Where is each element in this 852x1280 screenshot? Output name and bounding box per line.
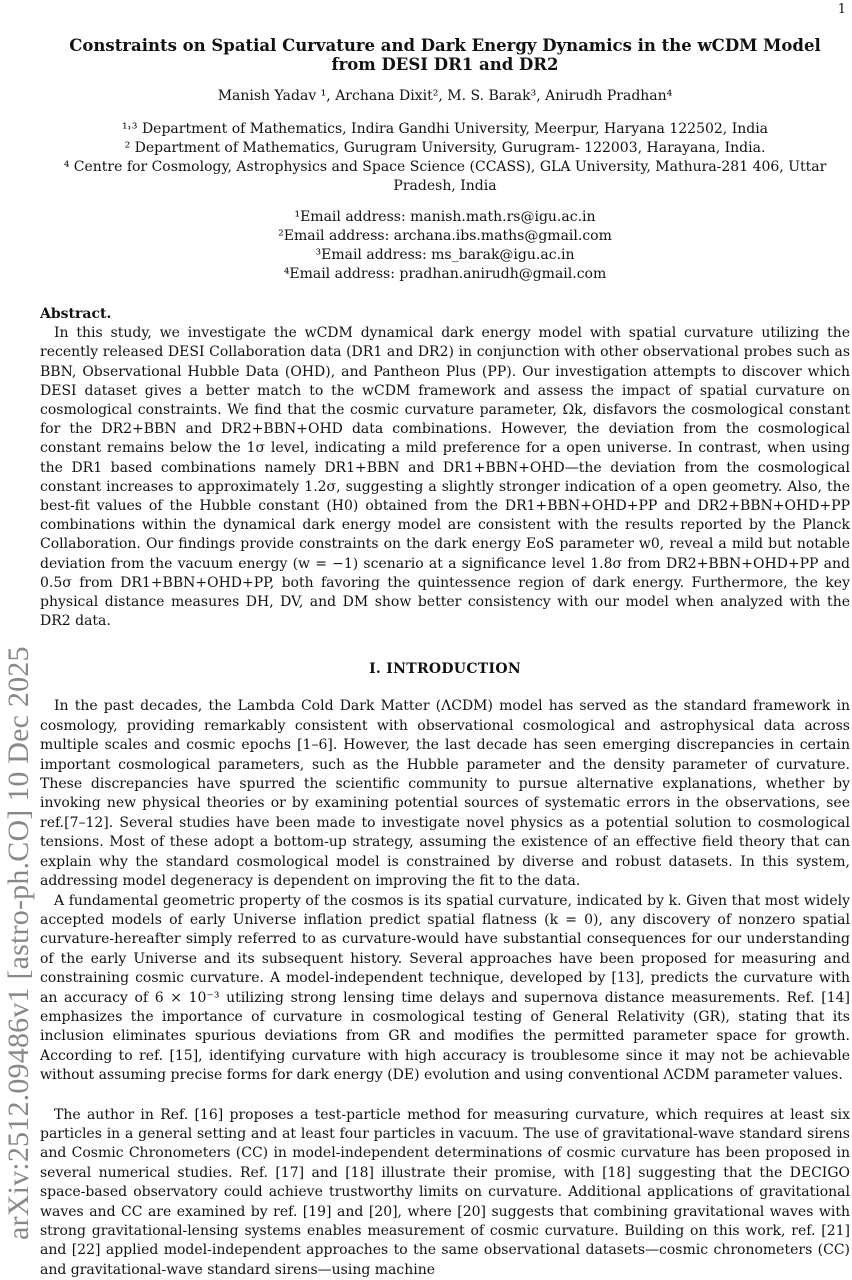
email-1: ¹Email address: manish.math.rs@igu.ac.in [294, 209, 596, 225]
page-number: 1 [837, 2, 846, 17]
email-4: ⁴Email address: pradhan.anirudh@gmail.com [283, 266, 607, 282]
paper-body [40, 36, 850, 1280]
arxiv-identifier: arXiv:2512.09486v1 [astro-ph.CO] 10 Dec 2025 [2, 646, 35, 1240]
affiliation-1: ¹˒³ Department of Mathematics, Indira Gandhi University, Meerpur, Haryana 122502, India [121, 121, 769, 137]
email-3: ³Email address: ms_barak@igu.ac.in [315, 247, 575, 263]
paper-title [40, 36, 850, 74]
title-line-1: Constraints on Spatial Curvature and Dark Energy Dynamics in the wCDM Model [69, 36, 821, 55]
author-list: Manish Yadav ¹, Archana Dixit², M. S. Barak³, Anirudh Pradhan⁴ [217, 88, 673, 104]
abstract-label: Abstract. [40, 306, 112, 322]
email-2: ²Email address: archana.ibs.maths@gmail.com [278, 228, 612, 244]
intro-paragraph-3: The author in Ref. [16] proposes a test-particle method for measuring curvature, which requires at least six particles in a general setting and at least four particles in vacuum. The use of gravitational-wave standard sirens and Cosmic Chronometers (CC) in model-independent determinations of cosmic curvature has been proposed in several numerical studies. Ref. [17] and [18] illustrate their promise, with [18] suggesting that the DECIGO space-based observatory could achieve trustworthy limits on curvature. Additional applications of gravitational waves and CC are examined by ref. [19] and [20], where [20] suggests that combining gravitational waves with strong gravitational-lensing systems enables measurement of cosmic curvature. Building on this work, ref. [21] and [22] applied model-independent approaches to the same observational datasets—cosmic chronometers (CC) and gravitational-wave standard sirens—using machine [40, 1106, 850, 1278]
intro-paragraph-1: In the past decades, the Lambda Cold Dark Matter (ΛCDM) model has served as the standard framework in cosmology, providing remarkably consistent with observational cosmological and astrophysical data across multiple scales and cosmic epochs [1–6]. However, the last decade has seen emerging discrepancies in certain important cosmological parameters, such as the Hubble parameter and the density parameter of curvature. These discrepancies have spurred the scientific community to pursue alternative explanations, whether by invoking new physical theories or by examining potential sources of systematic errors in the observations, see ref.[7–12]. Several studies have been made to investigate novel physics as a potential solution to cosmological tensions. Most of these adopt a bottom-up strategy, assuming the existence of an effective field theory that can explain why the standard cosmological model is constrained by diverse and robust datasets. In this system, addressing model degeneracy is dependent on improving the fit to the data. [40, 698, 850, 890]
section-heading-introduction: I. INTRODUCTION [369, 661, 521, 678]
email-list [40, 208, 850, 284]
abstract-text: In this study, we investigate the wCDM dynamical dark energy model with spatial curvature utilizing the recently released DESI Collaboration data (DR1 and DR2) in conjunction with other observational probes such as BBN, Observational Hubble Data (OHD), and Pantheon Plus (PP). Our investigation attempts to discover which DESI dataset gives a better match to the wCDM framework and assess the impact of spatial curvature on cosmological constraints. We find that the cosmic curvature parameter, Ωk, disfavors the cosmological constant for the DR2+BBN and DR2+BBN+OHD data combinations. However, the deviation from the cosmological constant remains below the 1σ level, indicating a mild preference for a open universe. In contrast, when using the DR1 based combinations namely DR1+BBN and DR1+BBN+OHD—the deviation from the cosmological constant increases to approximately 1.2σ, suggesting a slightly stronger indication of a open geometry. Also, the best-fit values of the Hubble constant (H0) obtained from the DR1+BBN+OHD+PP and DR2+BBN+OHD+PP combinations within the dynamical dark energy model are consistent with the results reported by the Planck Collaboration. Our findings provide constraints on the dark energy EoS parameter w0, reveal a mild but notable deviation from the vacuum energy (w = −1) scenario at a significance level 1.8σ from DR2+BBN+OHD+PP and 0.5σ from DR1+BBN+OHD+PP, both favoring the quintessence region of dark energy. Furthermore, the key physical distance measures DH, DV, and DM show better consistency with our model when analyzed with the DR2 data. [40, 325, 850, 630]
affiliation-3: ⁴ Centre for Cosmology, Astrophysics and Space Science (CCASS), GLA University, Mathura-281 406, Uttar Pradesh, India [63, 159, 827, 194]
affiliations [40, 120, 850, 196]
intro-paragraph-2: A fundamental geometric property of the cosmos is its spatial curvature, indicated by k. Given that most widely accepted models of early Universe inflation predict spatial flatness (k = 0), any discovery of nonzero spatial curvature-hereafter simply referred to as curvature-would have substantial consequences for our understanding of the early Universe and its subsequent history. Several approaches have been proposed for measuring and constraining cosmic curvature. A model-independent technique, developed by [13], predicts the curvature with an accuracy of 6 × 10⁻³ utilizing strong lensing time delays and supernova distance measurements. Ref. [14] emphasizes the importance of curvature in cosmological testing of General Relativity (GR), stating that its inclusion eliminates spurious deviations from GR and modifies the permitted parameter space for growth. According to ref. [15], identifying curvature with high accuracy is troublesome since it may not be achievable without assuming precise forms for dark energy (DE) evolution and using conventional ΛCDM parameter values. [40, 892, 850, 1084]
abstract [40, 305, 850, 631]
affiliation-2: ² Department of Mathematics, Gurugram University, Gurugram- 122003, Harayana, India. [124, 140, 766, 156]
title-line-2: from DESI DR1 and DR2 [331, 55, 559, 74]
